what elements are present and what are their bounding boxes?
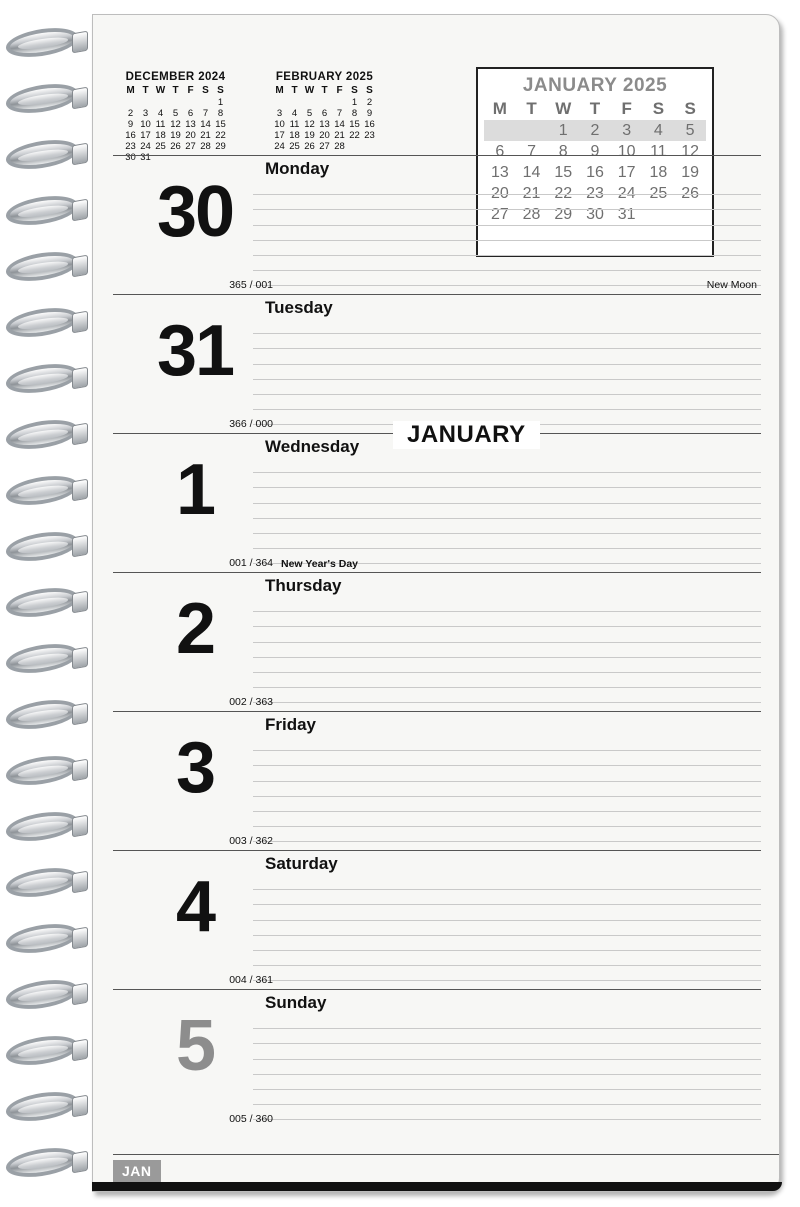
mini-day-cell: 1 bbox=[351, 97, 358, 108]
writing-line[interactable] bbox=[253, 365, 761, 380]
mini-day-cell: 8 bbox=[351, 108, 358, 119]
day-block-friday[interactable] bbox=[113, 711, 761, 850]
mini-day-cell: 16 bbox=[125, 130, 136, 141]
mini-weekday-header: T bbox=[321, 85, 328, 96]
mini-calendar-grid bbox=[272, 85, 377, 152]
day-block-monday[interactable] bbox=[113, 155, 761, 294]
day-block-tuesday[interactable] bbox=[113, 294, 761, 433]
day-number: 4 bbox=[175, 867, 215, 947]
calendar-day-cell: 22 bbox=[554, 184, 573, 202]
mini-day-cell bbox=[198, 97, 213, 108]
mini-day-cell: 24 bbox=[274, 141, 285, 152]
writing-line[interactable] bbox=[253, 797, 761, 812]
mini-day-cell: 15 bbox=[349, 119, 360, 130]
mini-day-cell: 25 bbox=[155, 141, 166, 152]
mini-day-cell bbox=[168, 97, 183, 108]
calendar-day-cell bbox=[516, 120, 548, 141]
day-weekday-label: Wednesday bbox=[265, 437, 360, 456]
mini-day-cell: 18 bbox=[289, 130, 300, 141]
writing-line[interactable] bbox=[253, 1060, 761, 1075]
mini-day-cell: 16 bbox=[364, 119, 375, 130]
mini-day-cell bbox=[362, 141, 377, 152]
mini-weekday-header: W bbox=[304, 85, 315, 96]
mini-day-cell bbox=[332, 97, 347, 108]
writing-line[interactable] bbox=[253, 658, 761, 673]
day-number: 1 bbox=[175, 450, 215, 530]
mini-day-cell: 10 bbox=[140, 119, 151, 130]
calendar-day-cell: 11 bbox=[650, 142, 667, 160]
mini-weekday-header: T bbox=[291, 85, 298, 96]
weekday-header: W bbox=[555, 99, 572, 118]
mini-day-cell: 4 bbox=[157, 108, 164, 119]
day-number: 3 bbox=[175, 728, 215, 808]
mini-weekday-header: W bbox=[155, 85, 166, 96]
calendar-day-cell: 4 bbox=[643, 120, 675, 141]
writing-line[interactable] bbox=[253, 688, 761, 703]
mini-calendar-december bbox=[123, 71, 228, 163]
mini-week-row bbox=[272, 97, 377, 108]
weekday-header: M bbox=[492, 99, 507, 118]
mini-day-cell bbox=[183, 97, 198, 108]
mini-weekday-header: M bbox=[126, 85, 135, 96]
day-weekday-label: Sunday bbox=[265, 993, 327, 1012]
mini-calendar-title: DECEMBER 2024 bbox=[125, 71, 226, 83]
spiral-binding bbox=[0, 0, 100, 1207]
calendar-day-cell: 2 bbox=[579, 120, 611, 141]
day-note-moon-phase: New Moon bbox=[706, 279, 757, 291]
mini-day-cell bbox=[272, 97, 287, 108]
mini-week-row bbox=[123, 141, 228, 152]
mini-day-cell: 17 bbox=[274, 130, 285, 141]
mini-day-cell bbox=[138, 97, 153, 108]
writing-line[interactable] bbox=[253, 195, 761, 210]
mini-day-cell: 23 bbox=[364, 130, 375, 141]
writing-line[interactable] bbox=[253, 180, 761, 195]
mini-day-cell bbox=[302, 97, 317, 108]
calendar-day-cell: 25 bbox=[649, 184, 668, 202]
mini-day-cell: 9 bbox=[366, 108, 373, 119]
mini-day-cell: 15 bbox=[215, 119, 226, 130]
mini-calendar-grid bbox=[123, 85, 228, 163]
calendar-day-cell: 30 bbox=[586, 205, 604, 223]
calendar-day-cell: 31 bbox=[617, 205, 636, 223]
day-julian-count: 005 / 360 bbox=[229, 1113, 273, 1125]
mini-day-cell: 22 bbox=[349, 130, 360, 141]
calendar-day-cell: 16 bbox=[586, 163, 604, 181]
paper-page bbox=[92, 14, 780, 1192]
calendar-day-cell: 1 bbox=[547, 120, 579, 141]
mini-weekday-header: M bbox=[275, 85, 284, 96]
mini-calendar-february bbox=[272, 71, 377, 163]
mini-day-cell: 8 bbox=[217, 108, 224, 119]
calendar-day-cell: 20 bbox=[490, 184, 509, 202]
mini-weekday-header: S bbox=[351, 85, 358, 96]
writing-line[interactable] bbox=[253, 736, 761, 751]
writing-line[interactable] bbox=[253, 210, 761, 225]
mini-day-cell: 22 bbox=[215, 130, 226, 141]
writing-lines[interactable] bbox=[253, 597, 761, 705]
mini-day-cell: 3 bbox=[142, 108, 149, 119]
mini-day-cell: 21 bbox=[200, 130, 211, 141]
writing-line[interactable] bbox=[253, 966, 761, 981]
writing-line[interactable] bbox=[253, 627, 761, 642]
writing-line[interactable] bbox=[253, 319, 761, 334]
day-number: 5 bbox=[175, 1006, 215, 1086]
writing-line[interactable] bbox=[253, 936, 761, 951]
month-banner: JANUARY bbox=[393, 421, 540, 449]
calendar-day-cell: 10 bbox=[617, 142, 636, 160]
calendar-day-cell: 13 bbox=[490, 163, 509, 181]
writing-line[interactable] bbox=[253, 751, 761, 766]
day-julian-count: 004 / 361 bbox=[229, 974, 273, 986]
calendar-week-row bbox=[484, 120, 706, 141]
weekday-header: T bbox=[589, 99, 601, 118]
calendar-day-cell: 9 bbox=[590, 142, 600, 160]
writing-line[interactable] bbox=[253, 334, 761, 349]
writing-line[interactable] bbox=[253, 1105, 761, 1120]
calendar-day-cell: 23 bbox=[586, 184, 604, 202]
mini-day-cell: 12 bbox=[170, 119, 181, 130]
mini-day-cell: 13 bbox=[185, 119, 196, 130]
mini-day-cell: 20 bbox=[185, 130, 196, 141]
writing-line[interactable] bbox=[253, 504, 761, 519]
writing-line[interactable] bbox=[253, 1014, 761, 1029]
writing-line[interactable] bbox=[253, 395, 761, 410]
mini-day-cell: 12 bbox=[304, 119, 315, 130]
mini-day-cell: 25 bbox=[289, 141, 300, 152]
writing-line[interactable] bbox=[253, 921, 761, 936]
mini-day-cell: 5 bbox=[306, 108, 313, 119]
writing-line[interactable] bbox=[253, 905, 761, 920]
writing-lines[interactable] bbox=[253, 180, 761, 288]
mini-day-cell: 23 bbox=[125, 141, 136, 152]
mini-weekday-header: S bbox=[366, 85, 373, 96]
mini-day-cell: 11 bbox=[155, 119, 166, 130]
day-note-holiday: New Year's Day bbox=[281, 558, 359, 570]
mini-day-cell: 14 bbox=[200, 119, 211, 130]
mini-day-cell bbox=[123, 97, 138, 108]
calendar-day-cell: 18 bbox=[649, 163, 668, 181]
writing-line[interactable] bbox=[253, 1075, 761, 1090]
day-weekday-label: Monday bbox=[265, 159, 330, 178]
day-weekday-label: Friday bbox=[265, 715, 317, 734]
writing-line[interactable] bbox=[253, 380, 761, 395]
calendar-day-cell: 12 bbox=[681, 142, 699, 160]
mini-day-cell: 6 bbox=[321, 108, 328, 119]
mini-week-row bbox=[123, 108, 228, 119]
mini-day-cell: 20 bbox=[319, 130, 330, 141]
writing-line[interactable] bbox=[253, 349, 761, 364]
mini-day-cell: 21 bbox=[334, 130, 345, 141]
writing-line[interactable] bbox=[253, 597, 761, 612]
mini-day-cell: 14 bbox=[334, 119, 345, 130]
writing-line[interactable] bbox=[253, 1090, 761, 1105]
mini-day-cell: 7 bbox=[336, 108, 343, 119]
writing-lines[interactable] bbox=[253, 1014, 761, 1122]
writing-lines[interactable] bbox=[253, 736, 761, 844]
mini-week-row bbox=[123, 97, 228, 108]
calendar-day-cell: 6 bbox=[495, 142, 505, 160]
writing-line[interactable] bbox=[253, 519, 761, 534]
writing-line[interactable] bbox=[253, 271, 761, 286]
writing-line[interactable] bbox=[253, 1029, 761, 1044]
calendar-day-cell: 21 bbox=[522, 184, 541, 202]
writing-line[interactable] bbox=[253, 488, 761, 503]
mini-day-cell bbox=[347, 141, 362, 152]
writing-line[interactable] bbox=[253, 226, 761, 241]
mini-day-cell: 30 bbox=[125, 152, 136, 163]
day-block-saturday[interactable] bbox=[113, 850, 761, 989]
mini-day-cell: 26 bbox=[304, 141, 315, 152]
calendar-day-cell: 29 bbox=[554, 205, 573, 223]
mini-day-cell: 19 bbox=[304, 130, 315, 141]
day-number: 31 bbox=[156, 311, 234, 391]
current-month-title: JANUARY 2025 bbox=[522, 75, 668, 96]
mini-day-cell: 13 bbox=[319, 119, 330, 130]
calendar-day-cell: 19 bbox=[681, 163, 699, 181]
mini-day-cell: 3 bbox=[276, 108, 283, 119]
mini-weekday-header: S bbox=[217, 85, 224, 96]
writing-line[interactable] bbox=[253, 241, 761, 256]
mini-week-row bbox=[272, 130, 377, 141]
weekday-header: T bbox=[526, 99, 537, 118]
day-block-sunday[interactable] bbox=[113, 989, 761, 1128]
writing-line[interactable] bbox=[253, 827, 761, 842]
mini-day-cell: 2 bbox=[366, 97, 373, 108]
day-julian-count: 365 / 001 bbox=[229, 279, 273, 291]
page-bottom-shadow bbox=[92, 1182, 782, 1191]
mini-day-cell: 18 bbox=[155, 130, 166, 141]
writing-line[interactable] bbox=[253, 612, 761, 627]
mini-week-row bbox=[123, 130, 228, 141]
day-number: 2 bbox=[175, 589, 215, 669]
calendar-day-cell: 5 bbox=[674, 120, 706, 141]
mini-day-cell: 1 bbox=[217, 97, 224, 108]
calendar-day-cell: 27 bbox=[490, 205, 509, 223]
writing-lines[interactable] bbox=[253, 319, 761, 427]
calendar-day-cell: 24 bbox=[617, 184, 636, 202]
weekday-header: S bbox=[684, 99, 696, 118]
weekday-header: F bbox=[621, 99, 632, 118]
day-weekday-label: Tuesday bbox=[265, 298, 333, 317]
day-entries bbox=[113, 155, 761, 1128]
calendar-day-cell: 14 bbox=[522, 163, 541, 181]
writing-line[interactable] bbox=[253, 643, 761, 658]
writing-line[interactable] bbox=[253, 458, 761, 473]
mini-week-row bbox=[272, 141, 377, 152]
mini-day-cell bbox=[287, 97, 302, 108]
calendar-day-cell: 17 bbox=[617, 163, 636, 181]
mini-day-cell: 5 bbox=[172, 108, 179, 119]
mini-day-cell bbox=[153, 97, 168, 108]
mini-day-cell: 27 bbox=[319, 141, 330, 152]
day-block-thursday[interactable] bbox=[113, 572, 761, 711]
mini-day-cell: 9 bbox=[127, 119, 134, 130]
mini-day-cell: 31 bbox=[140, 152, 151, 163]
mini-day-cell: 24 bbox=[140, 141, 151, 152]
mini-week-row bbox=[272, 119, 377, 130]
calendar-day-cell: 15 bbox=[554, 163, 573, 181]
day-julian-count: 366 / 000 bbox=[229, 418, 273, 430]
mini-weekday-header: F bbox=[187, 85, 194, 96]
mini-day-cell: 17 bbox=[140, 130, 151, 141]
mini-week-row bbox=[123, 119, 228, 130]
mini-day-cell: 10 bbox=[274, 119, 285, 130]
mini-day-cell: 6 bbox=[187, 108, 194, 119]
calendar-day-cell: 26 bbox=[681, 184, 699, 202]
writing-line[interactable] bbox=[253, 534, 761, 549]
mini-day-cell: 4 bbox=[291, 108, 298, 119]
calendar-day-cell: 28 bbox=[522, 205, 541, 223]
writing-line[interactable] bbox=[253, 890, 761, 905]
day-julian-count: 002 / 363 bbox=[229, 696, 273, 708]
mini-weekday-header: T bbox=[172, 85, 179, 96]
calendar-day-cell: 8 bbox=[558, 142, 568, 160]
writing-lines[interactable] bbox=[253, 458, 761, 566]
writing-line[interactable] bbox=[253, 473, 761, 488]
writing-line[interactable] bbox=[253, 673, 761, 688]
mini-day-cell: 28 bbox=[334, 141, 345, 152]
writing-line[interactable] bbox=[253, 256, 761, 271]
page-content bbox=[93, 15, 779, 1191]
day-weekday-label: Thursday bbox=[265, 576, 342, 595]
weekday-header: S bbox=[652, 99, 665, 118]
calendar-day-cell: 7 bbox=[527, 142, 536, 160]
mini-day-cell: 29 bbox=[215, 141, 226, 152]
mini-day-cell: 19 bbox=[170, 130, 181, 141]
mini-day-cell: 2 bbox=[127, 108, 134, 119]
mini-day-cell: 26 bbox=[170, 141, 181, 152]
mini-calendar-title: FEBRUARY 2025 bbox=[275, 71, 374, 83]
mini-weekday-header: S bbox=[202, 85, 209, 96]
mini-weekday-header: T bbox=[142, 85, 149, 96]
day-julian-count: 001 / 364 bbox=[229, 557, 273, 569]
writing-line[interactable] bbox=[253, 951, 761, 966]
month-tab[interactable]: JAN bbox=[113, 1160, 161, 1183]
writing-line[interactable] bbox=[253, 766, 761, 781]
bottom-divider bbox=[113, 1154, 779, 1155]
day-number: 30 bbox=[156, 172, 234, 252]
day-julian-count: 003 / 362 bbox=[229, 835, 273, 847]
mini-day-cell: 7 bbox=[202, 108, 209, 119]
calendar-day-cell: 3 bbox=[611, 120, 643, 141]
writing-line[interactable] bbox=[253, 875, 761, 890]
mini-day-cell: 11 bbox=[289, 119, 300, 130]
writing-line[interactable] bbox=[253, 782, 761, 797]
day-weekday-label: Saturday bbox=[265, 854, 338, 873]
mini-day-cell: 28 bbox=[200, 141, 211, 152]
writing-line[interactable] bbox=[253, 812, 761, 827]
mini-calendars bbox=[123, 71, 377, 163]
mini-week-row bbox=[272, 108, 377, 119]
mini-weekday-header: F bbox=[336, 85, 343, 96]
mini-day-cell bbox=[317, 97, 332, 108]
calendar-day-cell bbox=[484, 120, 516, 141]
writing-line[interactable] bbox=[253, 1044, 761, 1059]
writing-lines[interactable] bbox=[253, 875, 761, 983]
mini-day-cell: 27 bbox=[185, 141, 196, 152]
